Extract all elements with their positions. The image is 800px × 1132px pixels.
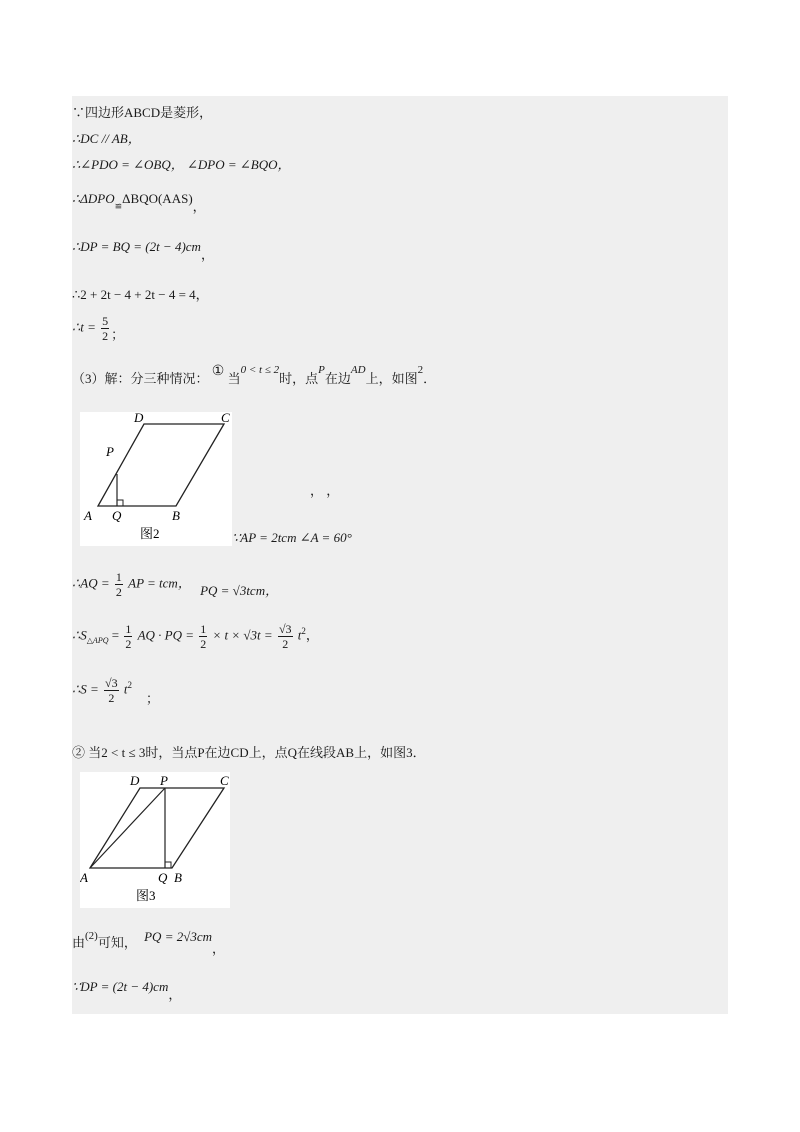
- label-a: A: [84, 508, 92, 523]
- line-dp: ∵DP = (2t − 4)cm，: [72, 979, 182, 1002]
- line-angles: ∴∠PDO = ∠OBQ， ∠DPO = ∠BQO，: [72, 157, 291, 172]
- fraction-five-halves: $\frac{5}{2}$: [102, 314, 109, 343]
- label-c: C: [221, 412, 230, 425]
- line-ap-angle: ∵AP = 2tcm ∠A = 60°: [232, 530, 352, 545]
- label-a: A: [80, 870, 88, 885]
- label-b: B: [172, 508, 180, 523]
- line-case-intro: （3）解：分三种情况： ① 当$^{0 < t \le 2}$时，点$^P$在边$^{AD}$上，如图$^2$．: [72, 364, 437, 386]
- label-d: D: [130, 773, 140, 788]
- line-from-two: 由$^{(2)}$可知， PQ = 2√3cm，: [72, 929, 226, 956]
- right-angle-mark: [117, 500, 123, 506]
- fraction-one-half-b: $\frac{1}{2}$: [125, 622, 132, 651]
- stray-commas: ， ，: [310, 483, 340, 498]
- label-b: B: [174, 870, 182, 885]
- fraction-root3-half-b: $\frac{√3}{2}$: [105, 676, 118, 705]
- label-q: Q: [112, 508, 122, 523]
- line-s-formula: ∴S = $\frac{√3}{2}$ $t^2$；: [72, 676, 160, 707]
- solution-panel: [72, 96, 728, 1014]
- line-area-apq: $\therefore S_{\triangle APQ}$ = $\frac{1}{2}$ AQ · PQ = $\frac{1}{2}$ × t × √3t = $\frac{√3}{2}$ $t^2$，: [72, 622, 319, 651]
- line-equation: ∴2 + 2t − 4 + 2t − 4 = 4，: [72, 287, 209, 302]
- label-d: D: [134, 412, 144, 425]
- fraction-one-half-c: $\frac{1}{2}$: [200, 622, 207, 651]
- figure-3: [80, 772, 230, 908]
- fraction-one-half-a: $\frac{1}{2}$: [115, 570, 122, 599]
- line-case-two: ② 当2 < t ≤ 3时，当点P在边CD上，点Q在线段AB上，如图3．: [72, 745, 426, 760]
- label-q: Q: [158, 870, 168, 885]
- label-c: C: [220, 773, 229, 788]
- fraction-root3-half-a: $\frac{√3}{2}$: [278, 622, 292, 651]
- label-p: P: [160, 773, 168, 788]
- figure-3-caption: 图3: [136, 888, 156, 903]
- line-congruent: $\therefore\Delta DPO_≌\Delta BQO(AAS)$，: [72, 191, 206, 214]
- figure-2-caption: 图2: [140, 526, 160, 541]
- label-p: P: [106, 444, 114, 459]
- segment-ap: [90, 788, 165, 868]
- figure-2: [80, 412, 232, 546]
- line-parallel: ∴DC // AB，: [72, 131, 141, 146]
- line-t-value: ∴t = $\frac{5}{2}$ ；: [72, 314, 125, 343]
- right-angle-mark: [165, 862, 171, 868]
- line-aq: ∴AQ = $\frac{1}{2}$ AP = tcm， PQ = √3tcm，: [72, 570, 279, 599]
- rhombus-abcd: [90, 788, 224, 868]
- line-rhombus: ∵四边形ABCD是菱形，: [72, 105, 213, 120]
- line-dp-bq: ∴DP = BQ = (2t − 4)cm，: [72, 239, 214, 262]
